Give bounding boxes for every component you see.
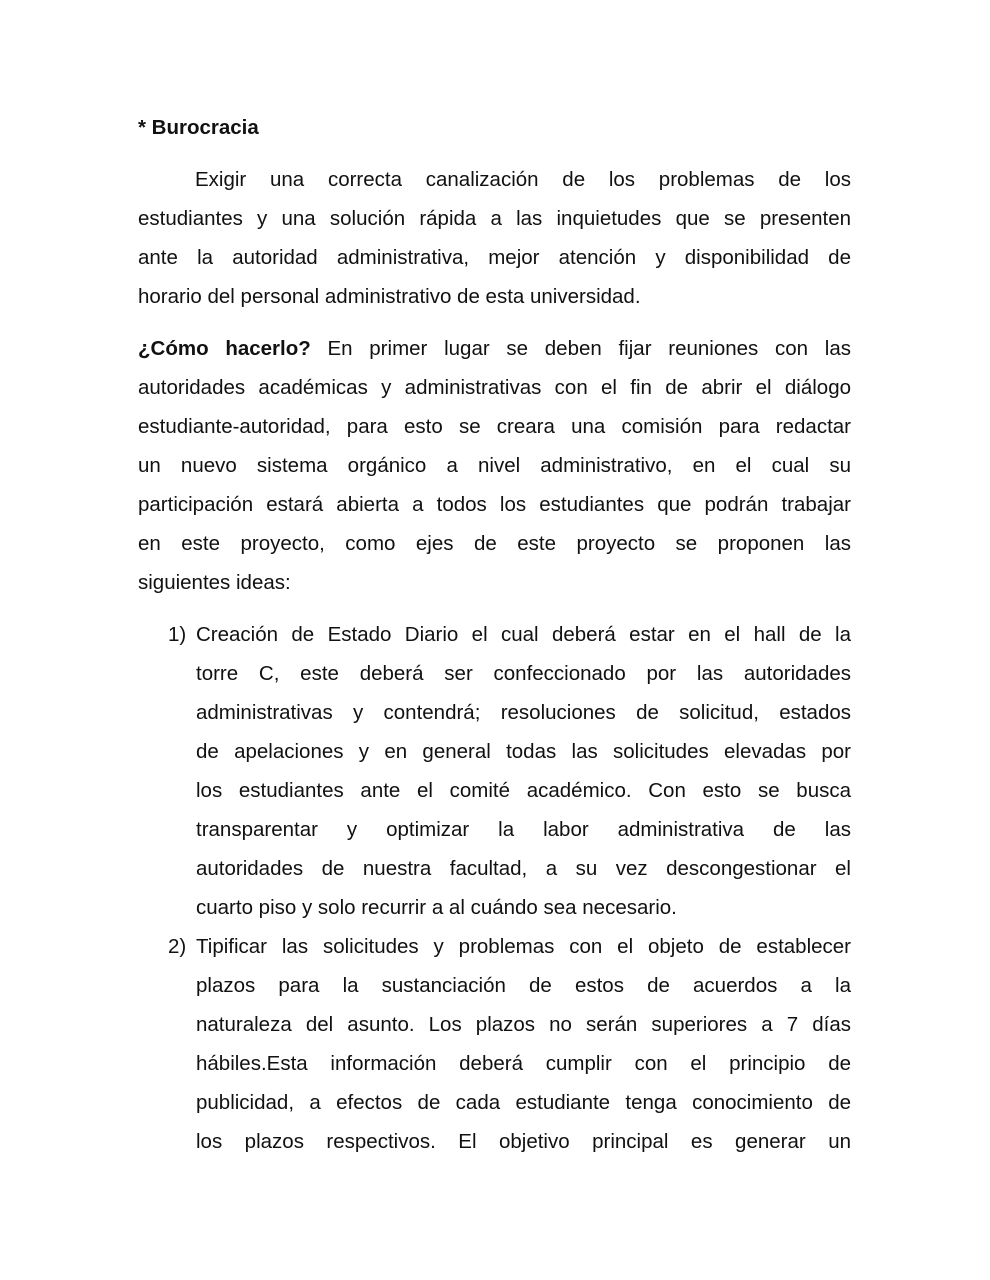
list-item xyxy=(138,927,851,1161)
list-number: 1) xyxy=(168,623,187,646)
text-line: ante la autoridad administrativa, mejor atención y disponibilidad de xyxy=(138,246,851,269)
text-line: Creación de Estado Diario el cual deberá estar en el hall de la xyxy=(196,623,851,646)
list-item xyxy=(138,615,851,927)
text-line: estudiantes y una solución rápida a las inquietudes que se presenten xyxy=(138,207,851,230)
document-page xyxy=(138,108,851,1161)
text-line: transparentar y optimizar la labor administrativa de las xyxy=(196,818,851,841)
list-number: 2) xyxy=(168,935,187,958)
text-line: hábiles.Esta información deberá cumplir con el principio de xyxy=(196,1052,851,1075)
text-line: horario del personal administrativo de esta universidad. xyxy=(138,285,641,308)
text-line: Tipificar las solicitudes y problemas con el objeto de establecer xyxy=(196,935,851,958)
text-line: un nuevo sistema orgánico a nivel administrativo, en el cual su xyxy=(138,454,851,477)
paragraph-intro xyxy=(138,160,851,316)
text-line: estudiante-autoridad, para esto se creara una comisión para redactar xyxy=(138,415,851,438)
text-line: naturaleza del asunto. Los plazos no serán superiores a 7 días xyxy=(196,1013,851,1036)
text-line: autoridades académicas y administrativas con el fin de abrir el diálogo xyxy=(138,376,851,399)
text-line: cuarto piso y solo recurrir a al cuándo sea necesario. xyxy=(196,896,677,919)
text-line-rest: En primer lugar se deben fijar reuniones con las xyxy=(310,337,851,360)
bold-lead: ¿Cómo hacerlo? xyxy=(138,337,311,360)
text-line: participación estará abierta a todos los estudiantes que podrán trabajar xyxy=(138,493,851,516)
text-line xyxy=(138,329,851,368)
text-line: los estudiantes ante el comité académico. Con esto se busca xyxy=(196,779,851,802)
text-line: plazos para la sustanciación de estos de acuerdos a la xyxy=(196,974,851,997)
numbered-list xyxy=(138,615,851,1161)
text-line: Exigir una correcta canalización de los problemas de los xyxy=(195,168,851,191)
paragraph-how xyxy=(138,329,851,602)
text-line: autoridades de nuestra facultad, a su vez descongestionar el xyxy=(196,857,851,880)
text-line: de apelaciones y en general todas las solicitudes elevadas por xyxy=(196,740,851,763)
text-line: torre C, este deberá ser confeccionado por las autoridades xyxy=(196,662,851,685)
text-line: administrativas y contendrá; resoluciones de solicitud, estados xyxy=(196,701,851,724)
section-title: * Burocracia xyxy=(138,116,259,139)
text-line: publicidad, a efectos de cada estudiante tenga conocimiento de xyxy=(196,1091,851,1114)
text-line: en este proyecto, como ejes de este proyecto se proponen las xyxy=(138,532,851,555)
text-line: siguientes ideas: xyxy=(138,571,291,594)
text-line: los plazos respectivos. El objetivo principal es generar un xyxy=(196,1130,851,1153)
